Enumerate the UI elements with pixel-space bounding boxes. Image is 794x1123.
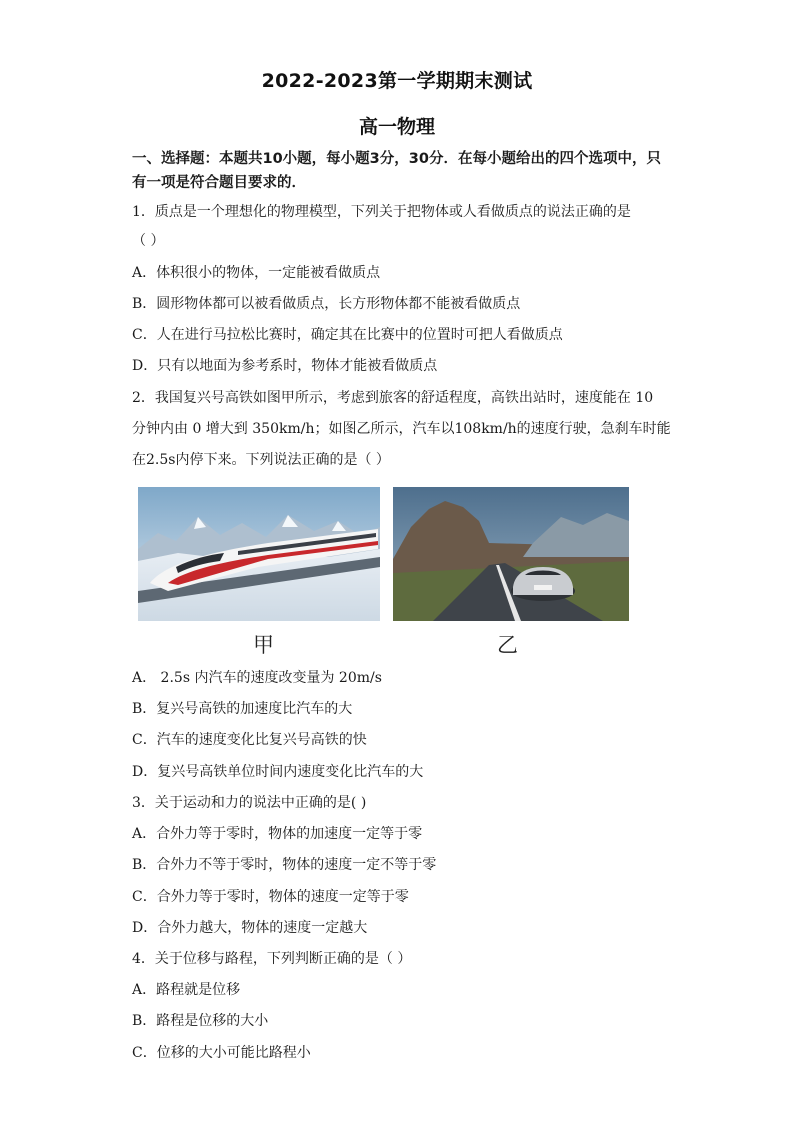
- q2-stem-line-1: 2．我国复兴号高铁如图甲所示，考虑到旅客的舒适程度，高铁出站时，速度能在 10: [132, 390, 654, 406]
- q3-option-b: B．合外力不等于零时，物体的速度一定不等于零: [132, 857, 437, 873]
- q1-stem-line-1: 1．质点是一个理想化的物理模型，下列关于把物体或人看做质点的说法正确的是: [132, 204, 631, 220]
- section-instructions-line-1: 一、选择题：本题共10小题，每小题3分，30分．在每小题给出的四个选项中，只: [132, 151, 661, 167]
- q2-option-b: B．复兴号高铁的加速度比汽车的大: [132, 701, 353, 717]
- q2-option-c: C．汽车的速度变化比复兴号高铁的快: [132, 732, 367, 748]
- q2-option-d: D．复兴号高铁单位时间内速度变化比汽车的大: [132, 764, 424, 780]
- q2-stem-line-3: 在2.5s内停下来。下列说法正确的是（ ）: [132, 452, 390, 468]
- q1-option-c: C．人在进行马拉松比赛时，确定其在比赛中的位置时可把人看做质点: [132, 327, 563, 343]
- q4-option-b: B．路程是位移的大小: [132, 1013, 269, 1029]
- q4-stem: 4．关于位移与路程，下列判断正确的是（ ）: [132, 951, 412, 967]
- q1-option-b: B．圆形物体都可以被看做质点，长方形物体都不能被看做质点: [132, 296, 521, 312]
- caption-jia: 甲: [253, 633, 274, 657]
- q3-stem: 3．关于运动和力的说法中正确的是( ): [132, 795, 367, 811]
- q3-option-a: A．合外力等于零时，物体的加速度一定等于零: [132, 826, 423, 842]
- car-photo: [393, 487, 629, 621]
- exam-title: 2022-2023第一学期期末测试: [261, 70, 533, 92]
- train-illustration: [138, 487, 380, 621]
- q1-option-a: A．体积很小的物体，一定能被看做质点: [132, 265, 381, 281]
- q4-option-c: C．位移的大小可能比路程小: [132, 1045, 311, 1061]
- q4-option-a: A．路程就是位移: [132, 982, 241, 998]
- q1-stem-line-2: （ ）: [132, 233, 165, 249]
- q3-option-d: D．合外力越大，物体的速度一定越大: [132, 920, 368, 936]
- caption-yi: 乙: [497, 633, 518, 657]
- car-illustration: [393, 487, 629, 621]
- q1-option-d: D．只有以地面为参考系时，物体才能被看做质点: [132, 358, 438, 374]
- exam-subtitle: 高一物理: [358, 116, 435, 138]
- q2-option-a: A． 2.5s 内汽车的速度改变量为 20m/s: [132, 670, 382, 686]
- q2-stem-line-2: 分钟内由 0 增大到 350km/h；如图乙所示，汽车以108km/h的速度行驶，急刹车时能: [132, 421, 671, 437]
- train-photo: [138, 487, 380, 621]
- q3-option-c: C．合外力等于零时，物体的速度一定等于零: [132, 889, 409, 905]
- section-instructions-line-2: 有一项是符合题目要求的．: [132, 175, 306, 191]
